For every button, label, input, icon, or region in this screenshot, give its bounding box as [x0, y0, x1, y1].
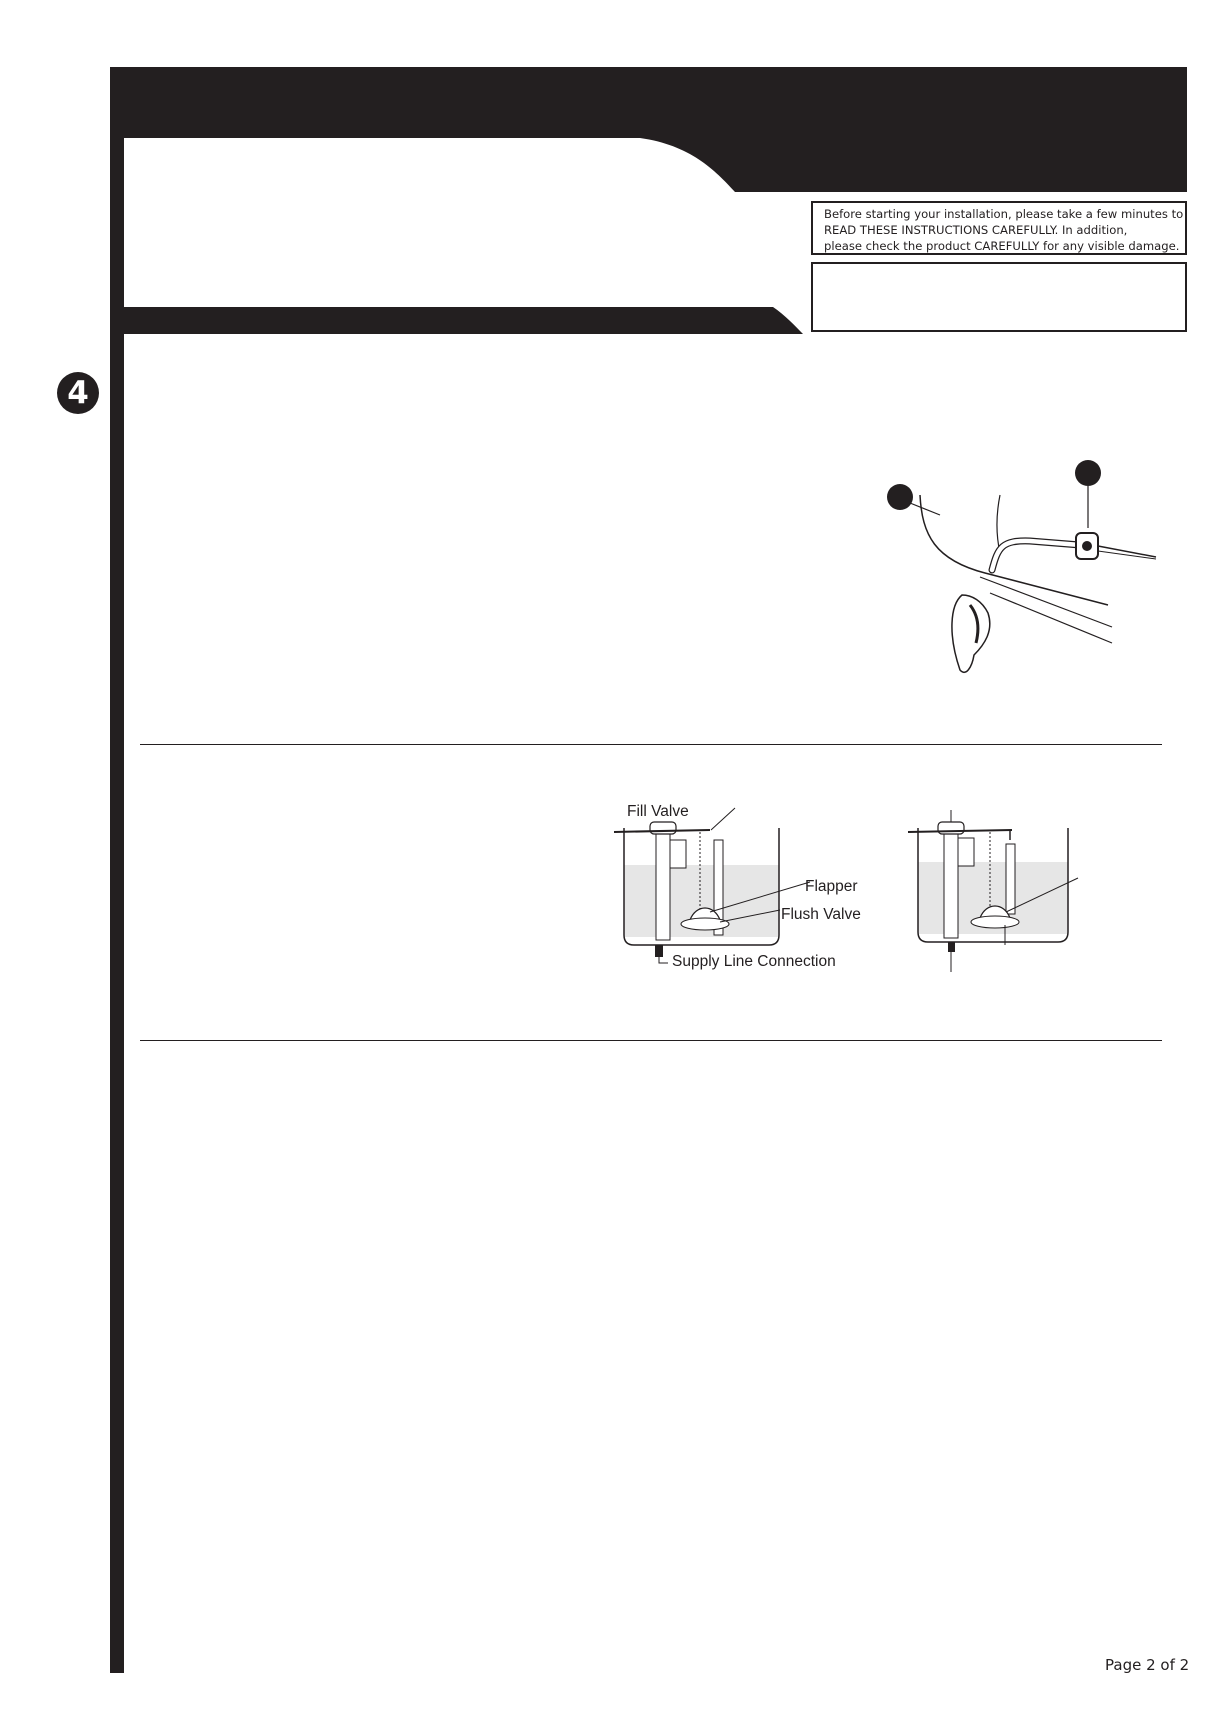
label-supply-line-connection: Supply Line Connection [672, 953, 836, 970]
notice-line-2: READ THESE INSTRUCTIONS CAREFULLY. In addition, [824, 223, 1128, 237]
label-flush-valve: Flush Valve [781, 906, 861, 923]
supply-valve-illustration [880, 455, 1180, 685]
step-number-badge: 4 [57, 372, 99, 414]
label-flapper: Flapper [805, 878, 858, 895]
divider-2 [140, 1040, 1162, 1041]
notice-box [811, 201, 1187, 255]
divider-1 [140, 744, 1162, 745]
tank-diagram-right [900, 800, 1100, 980]
notice-line-3: please check the product CAREFULLY for any visible damage. [824, 239, 1180, 253]
callout-dot-a [887, 484, 913, 510]
page-number: Page 2 of 2 [1105, 1656, 1190, 1674]
empty-info-box [811, 262, 1187, 332]
callout-dot-b [1075, 460, 1101, 486]
notice-line-1: Before starting your installation, please take a few minutes to [824, 207, 1184, 221]
label-fill-valve: Fill Valve [627, 803, 689, 820]
